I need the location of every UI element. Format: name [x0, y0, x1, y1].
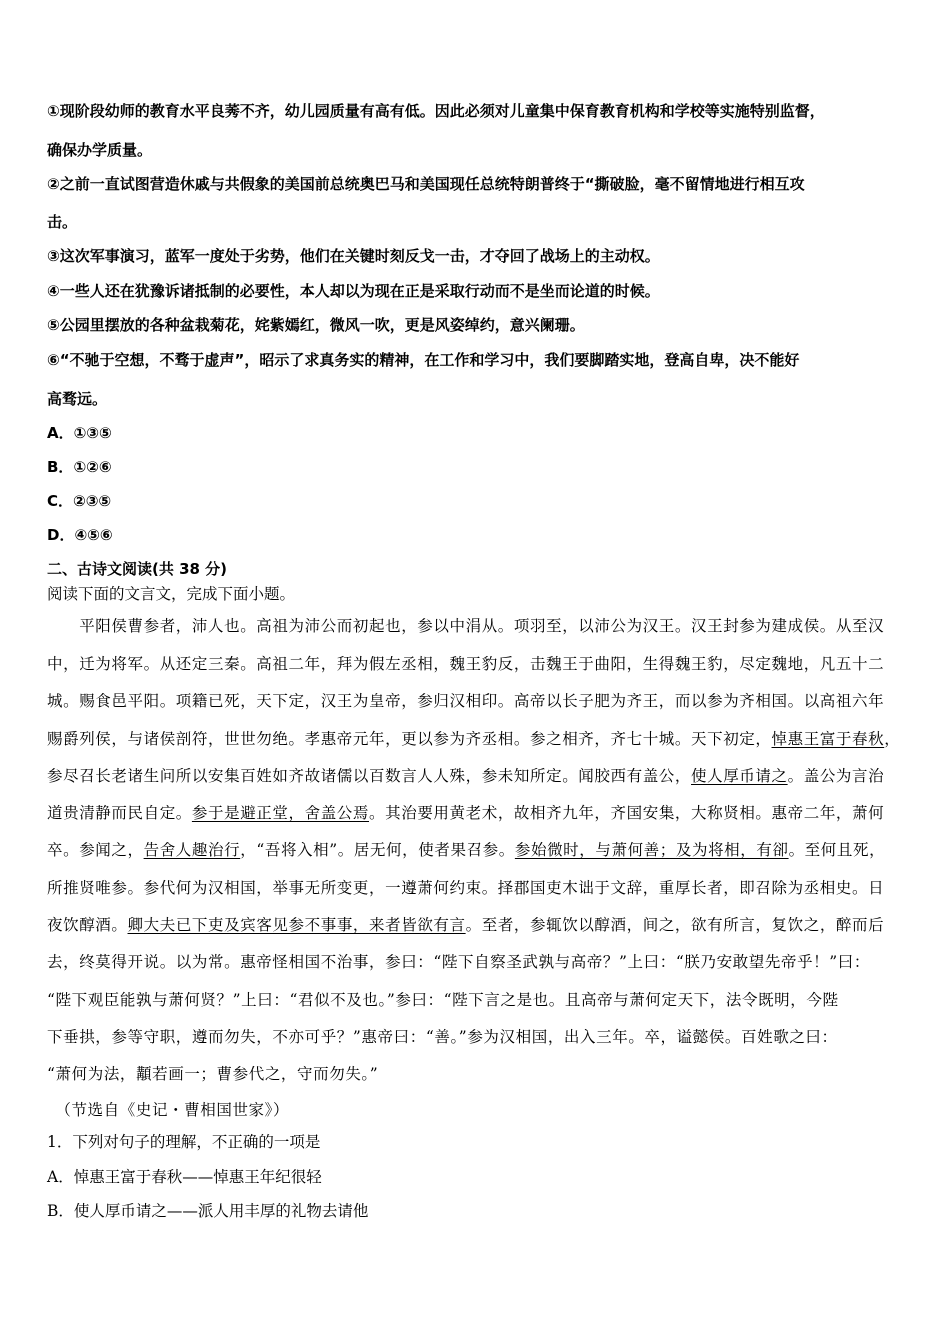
section-instruction: 阅读下面的文言文，完成下面小题。: [47, 585, 296, 603]
question-1-stem: 1．下列对句子的理解，不正确的一项是: [47, 1133, 321, 1151]
statement-1-cont: 确保办学质量。: [47, 141, 153, 159]
passage-line: [47, 764, 884, 786]
passage-line: 平阳侯曹参者，沛人也。高祖为沛公而初起也，参以中涓从。项羽至，以沛公为汉王。汉王封参为建成侯。从至汉: [47, 617, 885, 635]
question-1-option-b[interactable]: B．使人厚币请之——派人用丰厚的礼物去请他: [47, 1202, 369, 1220]
underlined-sentence: 参于是避正堂，舍盖公焉: [191, 804, 370, 822]
underlined-sentence: 告舍人趣治行: [143, 841, 241, 859]
underlined-sentence: 参始微时，与萧何善；及为将相，有卻: [514, 841, 789, 859]
passage-text: 赐爵列侯，与诸侯剖符，世世勿绝。孝惠帝元年，更以参为齐丞相。参之相齐，齐七十城。天下初定，: [47, 730, 772, 748]
passage-line: [47, 801, 884, 823]
answer-value: ①③⑤: [73, 424, 112, 442]
passage-text: 卒。参闻之，: [47, 841, 144, 859]
answer-choice-c[interactable]: [47, 490, 111, 511]
passage-line: [47, 727, 900, 749]
statement-6-cont: 高骛远。: [47, 390, 108, 408]
answer-label: C．: [47, 492, 74, 510]
answer-choice-b[interactable]: [47, 456, 112, 477]
passage-line: [47, 838, 885, 860]
question-1-option-a[interactable]: A．悼惠王富于春秋——悼惠王年纪很轻: [47, 1168, 322, 1186]
passage-line: 中，迁为将军。从还定三秦。高祖二年，拜为假左丞相，魏王豹反，击魏王于曲阳，生得魏王豹，尽定魏地，凡五十二: [47, 655, 885, 673]
underlined-sentence: 卿大夫已下吏及宾客见参不事事，来者皆欲有言: [127, 916, 466, 934]
passage-text: 。盖公为言治: [787, 767, 885, 785]
passage-text: 。其治要用黄老术，故相齐九年，齐国安集，大称贤相。惠帝二年，萧何: [369, 804, 885, 822]
passage-source: （节选自《史记・曹相国世家》）: [47, 1101, 290, 1119]
answer-value: ①②⑥: [73, 458, 112, 476]
passage-line: “萧何为法，顜若画一；曹参代之，守而勿失。”: [47, 1065, 379, 1083]
statement-1: ①现阶段幼师的教育水平良莠不齐，幼儿园质量有高有低。因此必须对儿童集中保育教育机构和学校等实施特别监督，: [47, 102, 825, 120]
answer-value: ②③⑤: [73, 492, 112, 510]
answer-choice-d[interactable]: [47, 524, 113, 545]
statement-4: ④一些人还在犹豫诉诸抵制的必要性，本人却以为现在正是采取行动而不是坐而论道的时候。: [47, 282, 660, 300]
section-title: 二、古诗文阅读(共 38 分): [47, 560, 228, 578]
answer-label: D．: [47, 526, 75, 544]
passage-line: [47, 913, 884, 935]
passage-text: 。至者，参辄饮以醇酒，间之，欲有所言，复饮之，醉而后: [465, 916, 885, 934]
answer-label: A．: [47, 424, 74, 442]
statement-6: ⑥“不驰于空想，不骛于虚声”，昭示了求真务实的精神，在工作和学习中，我们要脚踏实地，登高自卑，决不能好: [47, 351, 800, 369]
statement-2-cont: 击。: [47, 213, 78, 231]
passage-line: “陛下观臣能孰与萧何贤？”上曰：“君似不及也。”参曰：“陛下言之是也。且高帝与萧何定天下，法令既明，今陛: [47, 991, 839, 1009]
passage-line: 去，终莫得开说。以为常。惠帝怪相国不治事，参曰：“陛下自察圣武孰与高帝？”上曰：“朕乃安敢望先帝乎！”曰：: [47, 953, 870, 971]
passage-text: 参尽召长老诸生问所以安集百姓如齐故诸儒以百数言人人殊，参未知所定。闻胶西有盖公，: [47, 767, 692, 785]
statement-3: ③这次军事演习，蓝军一度处于劣势，他们在关键时刻反戈一击，才夺回了战场上的主动权。: [47, 247, 660, 265]
passage-line: 城。赐食邑平阳。项籍已死，天下定，汉王为皇帝，参归汉相印。高帝以长子肥为齐王，而以参为齐相国。以高祖六年: [47, 692, 885, 710]
passage-line: 下垂拱，参等守职，遵而勿失，不亦可乎？”惠帝曰：“善。”参为汉相国，出入三年。卒，谥懿侯。百姓歌之曰：: [47, 1028, 838, 1046]
passage-line: 所推贤唯参。参代何为汉相国，举事无所变更，一遵萧何约束。择郡国吏木诎于文辞，重厚长者，即召除为丞相史。日: [47, 879, 885, 897]
passage-text: ，: [884, 730, 901, 748]
statement-5: ⑤公园里摆放的各种盆栽菊花，姹紫嫣红，微风一吹，更是风姿绰约，意兴阑珊。: [47, 316, 585, 334]
underlined-sentence: 悼惠王富于春秋: [771, 730, 885, 748]
answer-label: B．: [47, 458, 74, 476]
passage-text: ，“吾将入相”。居无何，使者果召参。: [240, 841, 515, 859]
answer-choice-a[interactable]: [47, 422, 112, 443]
passage-text: 夜饮醇酒。: [47, 916, 128, 934]
passage-text: 。至何且死，: [788, 841, 886, 859]
answer-value: ④⑤⑥: [74, 526, 113, 544]
passage-text: 道贵清静而民自定。: [47, 804, 192, 822]
statement-2: ②之前一直试图营造休戚与共假象的美国前总统奥巴马和美国现任总统特朗普终于“撕破脸，毫不留情地进行相互攻: [47, 175, 805, 193]
underlined-sentence: 使人厚币请之: [691, 767, 788, 785]
